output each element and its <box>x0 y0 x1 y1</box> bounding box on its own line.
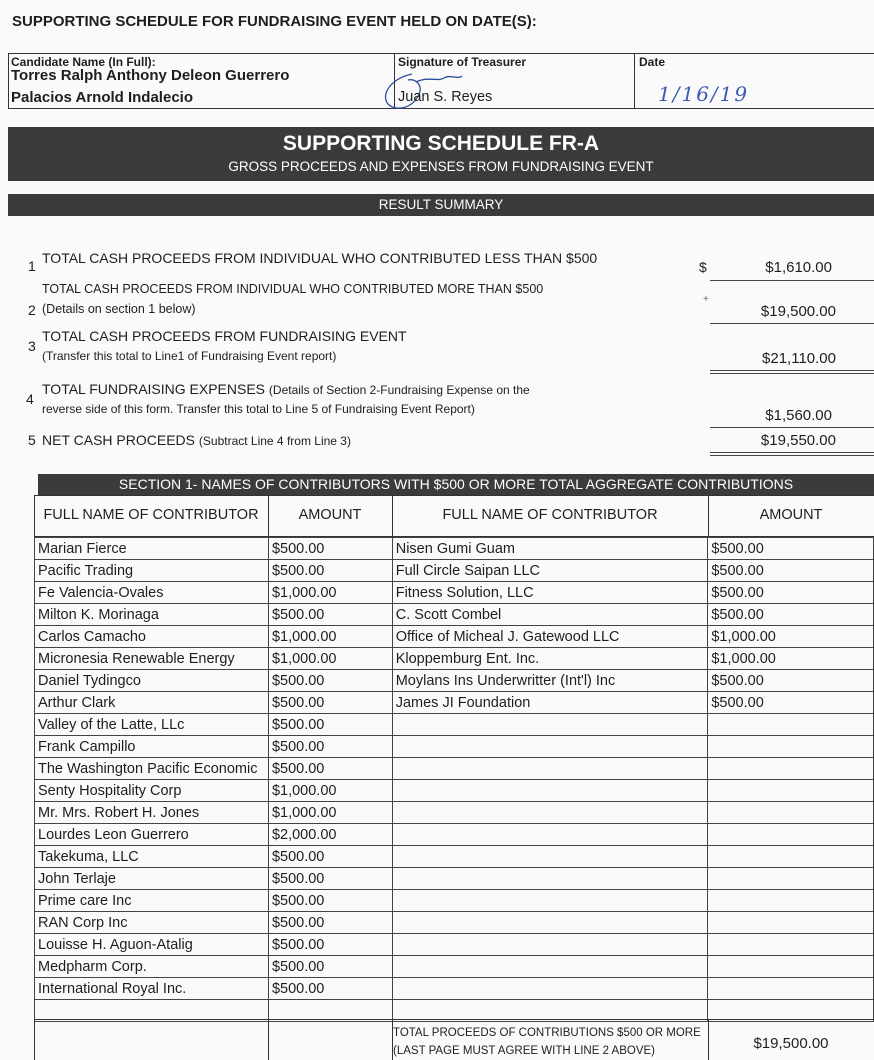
totals-row-div-1 <box>268 1019 269 1060</box>
line3-underline-b <box>710 373 874 374</box>
contributor-amount <box>708 868 874 890</box>
contributor-amount: $500.00 <box>708 604 874 626</box>
line3-underline-a <box>710 370 874 371</box>
col-header-amount-1: AMOUNT <box>298 507 362 523</box>
contributor-amount: $500.00 <box>268 758 392 780</box>
contributor-name <box>392 912 708 934</box>
line4-text-block <box>42 381 530 397</box>
table-row <box>35 626 874 648</box>
contributor-amount: $500.00 <box>708 560 874 582</box>
contributor-amount <box>708 912 874 934</box>
contributor-name <box>392 802 708 824</box>
contributor-name: Full Circle Saipan LLC <box>392 560 708 582</box>
contributor-name: Frank Campillo <box>35 736 269 758</box>
contributor-name: International Royal Inc. <box>35 978 269 1000</box>
table-row <box>35 978 874 1000</box>
contributor-name: Senty Hospitality Corp <box>35 780 269 802</box>
contributor-amount: $500.00 <box>268 714 392 736</box>
line1-underline <box>710 280 874 281</box>
line2-underline <box>710 323 874 324</box>
line3-subtext: (Transfer this total to Line1 of Fundraising Event report) <box>42 349 337 363</box>
contributor-name: Medpharm Corp. <box>35 956 269 978</box>
line1-number: 1 <box>28 258 36 274</box>
box-top-border <box>8 53 874 54</box>
contributor-amount: $500.00 <box>268 736 392 758</box>
total-label-line1: TOTAL PROCEEDS OF CONTRIBUTIONS $500 OR MORE <box>393 1027 701 1039</box>
contributor-name: Office of Micheal J. Gatewood LLC <box>392 626 708 648</box>
contributor-name: Milton K. Morinaga <box>35 604 269 626</box>
contributor-name: Prime care Inc <box>35 890 269 912</box>
table-row <box>35 956 874 978</box>
contributor-name: Nisen Gumi Guam <box>392 538 708 560</box>
contributor-amount <box>708 824 874 846</box>
contributor-name: RAN Corp Inc <box>35 912 269 934</box>
line3-amount: $21,110.00 <box>762 350 836 367</box>
line5-underline-a <box>710 452 874 453</box>
candidate-name-line2: Palacios Arnold Indalecio <box>11 89 193 106</box>
contributors-table <box>34 537 874 1022</box>
col-header-name-1: FULL NAME OF CONTRIBUTOR <box>43 507 259 523</box>
totals-row-left <box>34 1019 35 1060</box>
contributor-name <box>392 890 708 912</box>
contributor-name: Arthur Clark <box>35 692 269 714</box>
contributor-amount <box>708 978 874 1000</box>
line1-dollar-sign: $ <box>699 259 707 275</box>
line5-note: (Subtract Line 4 from Line 3) <box>198 434 351 448</box>
line5-amount: $19,550.00 <box>760 432 836 449</box>
line5-underline-b <box>710 455 874 456</box>
contributor-name: The Washington Pacific Economic <box>35 758 269 780</box>
totals-row-top <box>34 1019 874 1020</box>
contributor-amount: $500.00 <box>708 582 874 604</box>
date-label: Date <box>639 55 666 69</box>
table-row <box>35 714 874 736</box>
table-row <box>35 802 874 824</box>
contributor-amount: $500.00 <box>268 934 392 956</box>
contributor-amount: $1,000.00 <box>268 582 392 604</box>
contributor-amount: $500.00 <box>708 538 874 560</box>
contributor-amount: $500.00 <box>268 890 392 912</box>
contributor-name <box>392 868 708 890</box>
line5-text-block <box>42 432 351 448</box>
contributor-amount: $500.00 <box>268 868 392 890</box>
total-amount: $19,500.00 <box>753 1035 829 1052</box>
line4-number: 4 <box>26 391 34 407</box>
line3-text: TOTAL CASH PROCEEDS FROM FUNDRAISING EVENT <box>42 328 407 344</box>
table-row <box>35 934 874 956</box>
contributor-name: Carlos Camacho <box>35 626 269 648</box>
contributor-name: Marian Fierce <box>35 538 269 560</box>
table-row <box>35 890 874 912</box>
table-row <box>35 736 874 758</box>
box-left-border <box>8 53 9 109</box>
line1-text: TOTAL CASH PROCEEDS FROM INDIVIDUAL WHO CONTRIBUTED LESS THAN $500 <box>42 250 598 266</box>
contributor-name: Takekuma, LLC <box>35 846 269 868</box>
contributor-amount <box>708 846 874 868</box>
schedule-subtitle: GROSS PROCEEDS AND EXPENSES FROM FUNDRAISING EVENT <box>228 159 654 174</box>
col-header-amount-2: AMOUNT <box>759 507 823 523</box>
contributor-name: John Terlaje <box>35 868 269 890</box>
contributor-amount: $1,000.00 <box>268 802 392 824</box>
line4-text: TOTAL FUNDRAISING EXPENSES <box>42 381 266 397</box>
contributor-amount <box>708 714 874 736</box>
contributor-name <box>392 978 708 1000</box>
table-row <box>35 604 874 626</box>
contributor-amount: $500.00 <box>268 604 392 626</box>
contributor-name: Pacific Trading <box>35 560 269 582</box>
contributor-name: Micronesia Renewable Energy <box>35 648 269 670</box>
table-row <box>35 824 874 846</box>
contributor-name <box>392 736 708 758</box>
line2-text: TOTAL CASH PROCEEDS FROM INDIVIDUAL WHO CONTRIBUTED MORE THAN $500 <box>42 282 544 296</box>
treasurer-label: Signature of Treasurer <box>398 55 527 69</box>
contributor-amount: $500.00 <box>268 538 392 560</box>
contributor-name: Daniel Tydingco <box>35 670 269 692</box>
table-row <box>35 670 874 692</box>
contributor-name: C. Scott Combel <box>392 604 708 626</box>
contributor-amount <box>708 758 874 780</box>
section1-title-band: SECTION 1- NAMES OF CONTRIBUTORS WITH $500 OR MORE TOTAL AGGREGATE CONTRIBUTIONS <box>38 474 874 495</box>
line4-text-note: (Details of Section 2-Fundraising Expense on the <box>268 383 530 397</box>
table-row <box>35 648 874 670</box>
line5-number: 5 <box>28 432 36 448</box>
contributor-amount <box>708 890 874 912</box>
line2-subtext: (Details on section 1 below) <box>42 302 196 316</box>
line2-number: 2 <box>28 302 36 318</box>
contributor-amount: $1,000.00 <box>708 648 874 670</box>
col-header-name-2: FULL NAME OF CONTRIBUTOR <box>442 507 658 523</box>
candidate-name-line1: Torres Ralph Anthony Deleon Guerrero <box>11 67 290 84</box>
contributor-amount <box>708 736 874 758</box>
contributor-name <box>392 956 708 978</box>
line4-underline <box>710 427 874 428</box>
section1-header-top <box>34 495 874 496</box>
form-header-title: SUPPORTING SCHEDULE FOR FUNDRAISING EVENT HELD ON DATE(S): <box>12 13 537 30</box>
table-row <box>35 560 874 582</box>
contributor-amount: $2,000.00 <box>268 824 392 846</box>
box-divider-2 <box>634 53 635 109</box>
contributor-name <box>392 780 708 802</box>
contributor-amount: $500.00 <box>708 670 874 692</box>
line5-text: NET CASH PROCEEDS <box>42 432 195 448</box>
treasurer-name: Juan S. Reyes <box>398 89 493 105</box>
contributor-amount: $500.00 <box>268 956 392 978</box>
contributor-name: Mr. Mrs. Robert H. Jones <box>35 802 269 824</box>
contributor-amount: $1,000.00 <box>268 626 392 648</box>
schedule-title-band <box>8 127 874 181</box>
contributor-amount: $500.00 <box>268 978 392 1000</box>
contributor-amount <box>708 934 874 956</box>
contributor-amount <box>708 780 874 802</box>
contributor-name <box>392 824 708 846</box>
line2-plus-sign: + <box>703 294 709 305</box>
line4-amount: $1,560.00 <box>765 407 832 424</box>
contributor-amount: $1,000.00 <box>708 626 874 648</box>
table-row <box>35 758 874 780</box>
date-value: 1/16/19 <box>658 82 750 106</box>
contributor-name: Moylans Ins Underwritter (Int'l) Inc <box>392 670 708 692</box>
line3-number: 3 <box>28 338 36 354</box>
table-row <box>35 780 874 802</box>
contributor-name: Lourdes Leon Guerrero <box>35 824 269 846</box>
table-row <box>35 846 874 868</box>
contributor-name: Fitness Solution, LLC <box>392 582 708 604</box>
contributor-amount: $500.00 <box>268 692 392 714</box>
contributor-name <box>392 758 708 780</box>
line1-amount: $1,610.00 <box>765 259 832 276</box>
contributor-amount: $1,000.00 <box>268 780 392 802</box>
contributor-name: James JI Foundation <box>392 692 708 714</box>
contributor-amount: $500.00 <box>268 670 392 692</box>
total-label-line2: (LAST PAGE MUST AGREE WITH LINE 2 ABOVE) <box>393 1045 656 1057</box>
table-row <box>35 868 874 890</box>
contributor-amount: $1,000.00 <box>268 648 392 670</box>
table-row <box>35 582 874 604</box>
schedule-title: SUPPORTING SCHEDULE FR-A <box>282 132 600 155</box>
contributor-name: Fe Valencia-Ovales <box>35 582 269 604</box>
result-summary-band: RESULT SUMMARY <box>8 194 874 216</box>
contributor-name <box>392 846 708 868</box>
contributor-name <box>392 714 708 736</box>
line2-amount: $19,500.00 <box>760 303 836 320</box>
table-row <box>35 692 874 714</box>
contributor-amount: $500.00 <box>268 912 392 934</box>
candidate-label: Candidate Name (In Full): <box>11 55 156 69</box>
contributor-name: Louisse H. Aguon-Atalig <box>35 934 269 956</box>
contributor-amount <box>708 956 874 978</box>
contributor-name: Valley of the Latte, LLc <box>35 714 269 736</box>
table-row <box>35 912 874 934</box>
contributor-amount <box>708 802 874 824</box>
contributor-name <box>392 934 708 956</box>
table-row <box>35 538 874 560</box>
contributor-amount: $500.00 <box>268 846 392 868</box>
contributor-name: Kloppemburg Ent. Inc. <box>392 648 708 670</box>
contributor-amount: $500.00 <box>268 560 392 582</box>
contributor-amount: $500.00 <box>708 692 874 714</box>
line4-subtext: reverse side of this form. Transfer this total to Line 5 of Fundraising Event Report) <box>42 402 475 416</box>
